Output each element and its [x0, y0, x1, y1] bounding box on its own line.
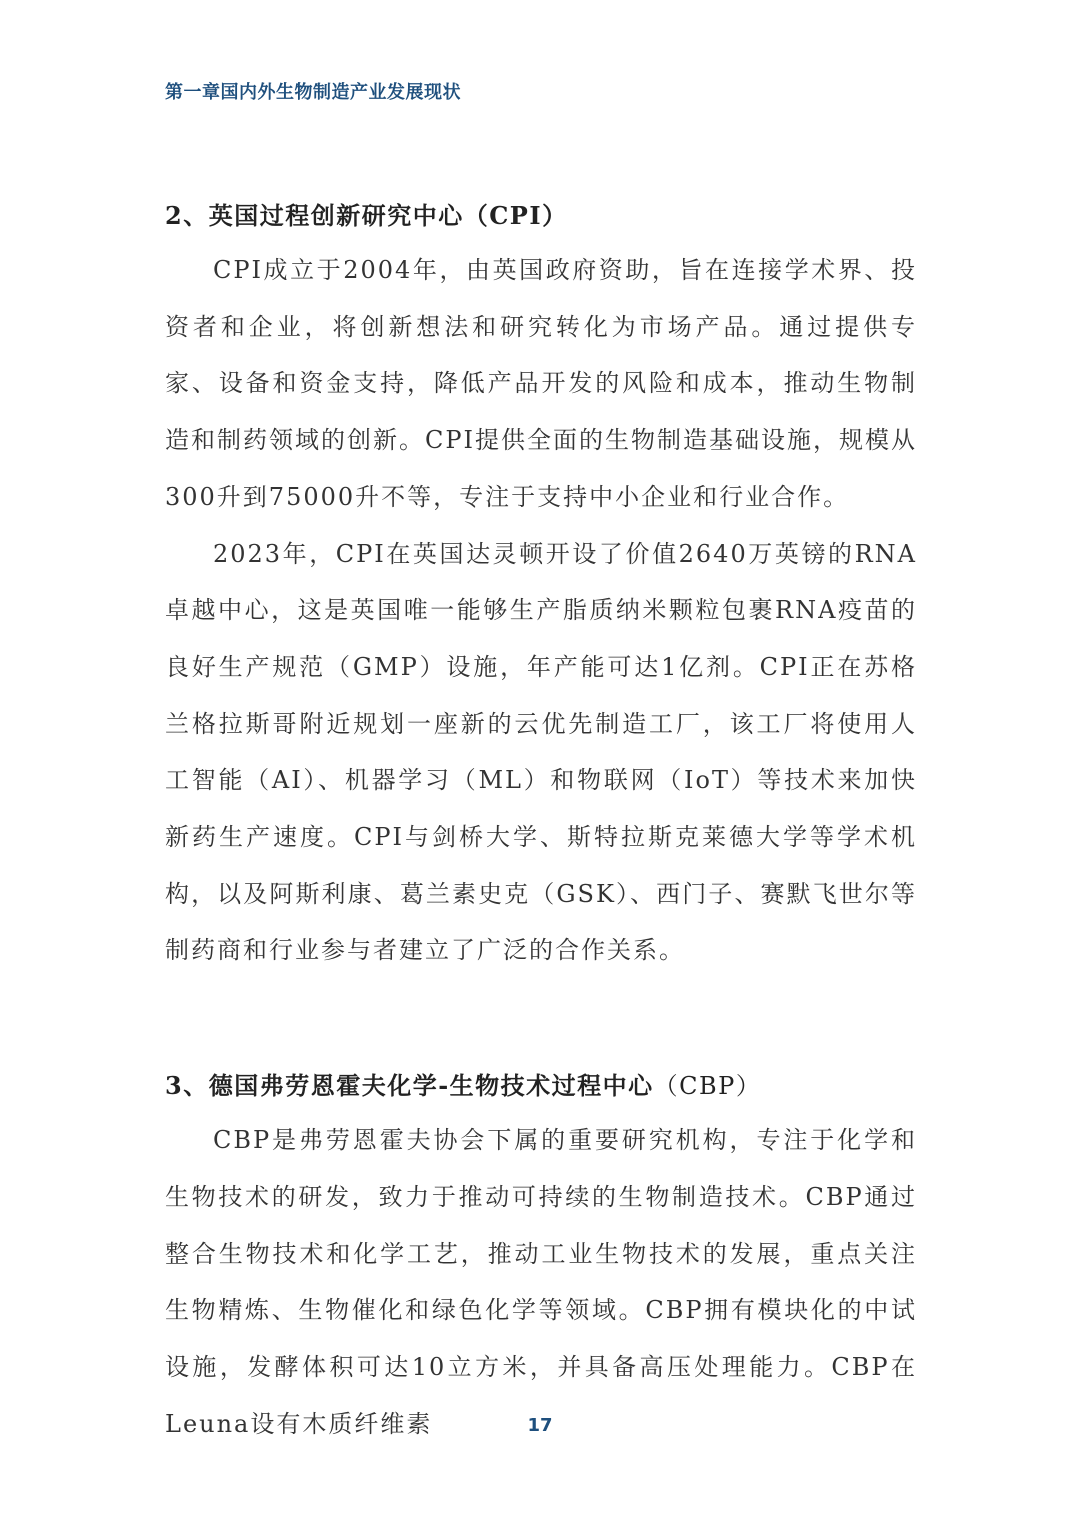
- page-number: 17: [527, 1415, 553, 1436]
- section-spacer: [165, 979, 917, 1060]
- section-heading-cbp-main: 3、德国弗劳恩霍夫化学-生物技术过程中心: [165, 1071, 654, 1101]
- paragraph-cpi-intro: CPI成立于2004年，由英国政府资助，旨在连接学术界、投资者和企业，将创新想法和研究转化为市场产品。通过提供专家、设备和资金支持，降低产品开发的风险和成本，推动生物制造和制药领域的创新。CPI提供全面的生物制造基础设施，规模从300升到75000升不等，专注于支持中小企业和行业合作。: [165, 256, 917, 511]
- section-heading-cpi: 2、英国过程创新研究中心（CPI）: [165, 201, 568, 230]
- section-heading-cbp-abbrev: （CBP）: [653, 1072, 762, 1101]
- running-header-chapter-title: 第一章国内外生物制造产业发展现状: [165, 82, 461, 103]
- paragraph-cpi-2023: 2023年，CPI在英国达灵顿开设了价值2640万英镑的RNA卓越中心，这是英国唯一能够生产脂质纳米颗粒包裹RNA疫苗的良好生产规范（GMP）设施，年产能可达1亿剂。CPI正在苏格兰格拉斯哥附近规划一座新的云优先制造工厂，该工厂将使用人工智能（AI）、机器学习（ML）和物联网（IoT）等技术来加快新药生产速度。CPI与剑桥大学、斯特拉斯克莱德大学等学术机构，以及阿斯利康、葛兰素史克（GSK）、西门子、赛默飞世尔等制药商和行业参与者建立了广泛的合作关系。: [165, 539, 917, 965]
- paragraph-cbp-intro: CBP是弗劳恩霍夫协会下属的重要研究机构，专注于化学和生物技术的研发，致力于推动可持续的生物制造技术。CBP通过整合生物技术和化学工艺，推动工业生物技术的发展，重点关注生物精炼、生物催化和绿色化学等领域。CBP拥有模块化的中试设施，发酵体积可达10立方米，并具备高压处理能力。CBP在Leuna设有木质纤维素: [165, 1126, 917, 1438]
- page-body: [165, 190, 917, 1452]
- section-heading-cbp: [165, 1060, 917, 1112]
